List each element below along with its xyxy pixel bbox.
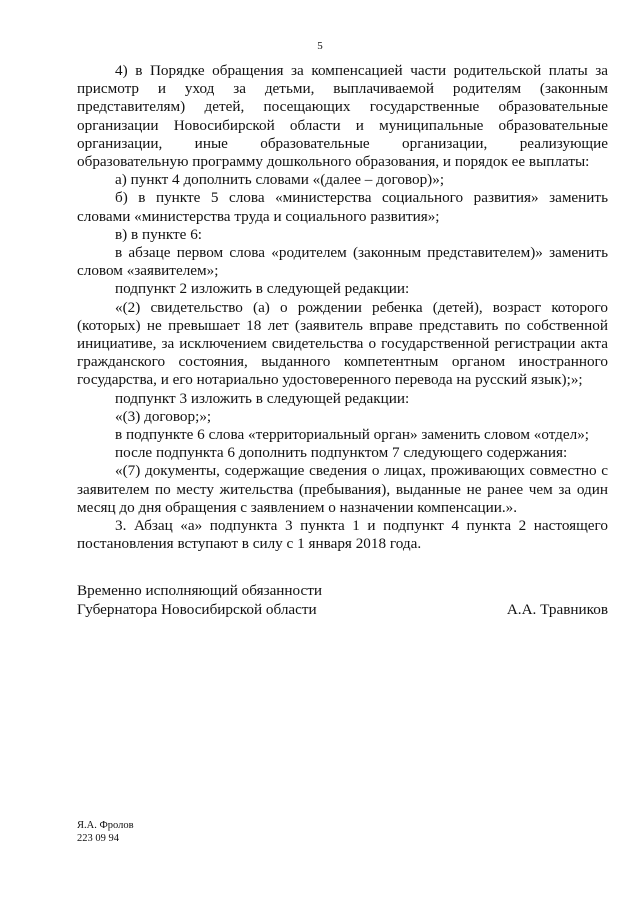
signature-title-text1: Временно исполняющий обязанности [77, 582, 323, 599]
paragraph-subpoint-7-text: «(7) документы, содержащие сведения о лицах, проживающих совместно с заявителем по месту жительства (пребывания), выданные не ранее чем за один месяц до дня обращения с заявлением о назначении компенсации.». [77, 462, 608, 516]
signature-title-line1 [77, 582, 608, 601]
signature-title-line2 [77, 601, 608, 620]
paragraph-item-3-effective-date: 3. Абзац «а» подпункта 3 пункта 1 и подпункт 4 пункта 2 настоящего постановления вступают в силу с 1 января 2018 года. [77, 517, 608, 553]
signature-title-text2: Губернатора Новосибирской области [77, 600, 317, 618]
paragraph-subitem-a: а) пункт 4 дополнить словами «(далее – договор)»; [115, 171, 445, 189]
paragraph-item-4: 4) в Порядке обращения за компенсацией части родительской платы за присмотр и уход за детьми, выплачиваемой родителям (законным представителям) детей, посещающих государственные образовательные организации Новосибирской области и муниципальные образовательные организации, иные образовательные организации, реализующие образовательную программу дошкольного образования, и порядок ее выплаты: [77, 62, 608, 171]
signature-block [77, 582, 608, 619]
paragraph-subpoint-7-intro: после подпункта 6 дополнить подпунктом 7 следующего содержания: [115, 444, 568, 462]
footer-phone: 223 09 94 [77, 832, 119, 844]
page-number: 5 [317, 40, 323, 52]
document-body [77, 62, 608, 553]
paragraph-subitem-v: в) в пункте 6: [115, 225, 203, 243]
paragraph-first-abzac: в абзаце первом слова «родителем (законным представителем)» заменить словом «заявителем»; [77, 244, 608, 280]
paragraph-subpoint-6: в подпункте 6 слова «территориальный орган» заменить словом «отдел»; [115, 426, 590, 444]
paragraph-subpoint-2-intro: подпункт 2 изложить в следующей редакции: [115, 280, 410, 298]
footer-author: Я.А. Фролов [77, 820, 134, 831]
footer-contact [77, 820, 134, 845]
paragraph-subpoint-3-text: «(3) договор;»; [115, 407, 212, 425]
signatory-name: А.А. Травников [506, 600, 608, 618]
paragraph-subitem-b: б) в пункте 5 слова «министерства социального развития» заменить словами «министерства труда и социального развития»; [77, 189, 608, 225]
paragraph-subpoint-3-intro: подпункт 3 изложить в следующей редакции: [115, 389, 410, 407]
paragraph-subpoint-2-text: «(2) свидетельство (а) о рождении ребенка (детей), возраст которого (которых) не превышает 18 лет (заявитель вправе представить по собственной инициативе, за исключением свидетельства о государственной регистрации акта гражданского состояния, выданного компетентным органом иностранного государства, и его нотариально удостоверенного перевода на русский язык);»; [77, 298, 608, 389]
